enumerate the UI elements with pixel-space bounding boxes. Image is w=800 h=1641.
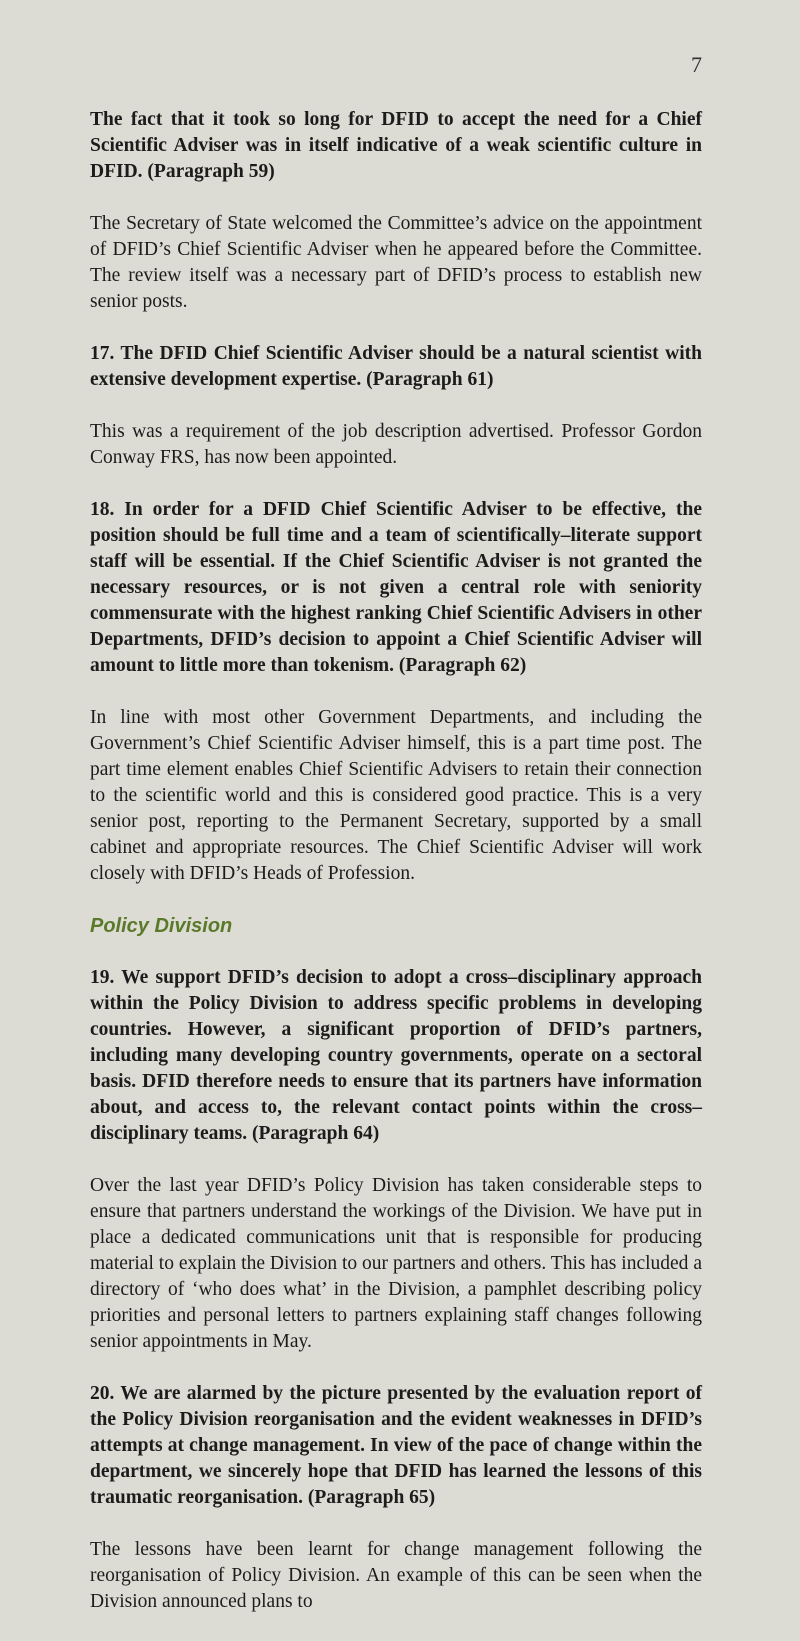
recommendation-paragraph: The fact that it took so long for DFID to accept the need for a Chief Scientific Adviser was in itself indicative of a weak scientific culture in DFID. (Paragraph 59) <box>90 109 702 182</box>
page-number: 7 <box>691 52 702 77</box>
response-paragraph: In line with most other Government Departments, and including the Government’s Chief Scientific Adviser himself, this is a part time post. The part time element enables Chief Scientific Advisers to retain their connection to the scientific world and this is considered good practice. This is a very senior post, reporting to the Permanent Secretary, supported by a small cabinet and appropriate resources. The Chief Scientific Adviser will work closely with DFID’s Heads of Profession. <box>90 707 702 884</box>
section-heading-policy-division: Policy Division <box>90 915 233 937</box>
response-paragraph: The Secretary of State welcomed the Committee’s advice on the appointment of DFID’s Chief Scientific Adviser when he appeared before the Committee. The review itself was a necessary part of DFID’s process to establish new senior posts. <box>90 213 702 312</box>
recommendation-17: 17. The DFID Chief Scientific Adviser should be a natural scientist with extensive development expertise. (Paragraph 61) <box>90 343 702 390</box>
recommendation-18: 18. In order for a DFID Chief Scientific Adviser to be effective, the position should be full time and a team of scientifically–literate support staff will be essential. If the Chief Scientific Adviser is not granted the necessary resources, or is not given a central role with seniority commensurate with the highest ranking Chief Scientific Advisers in other Departments, DFID’s decision to appoint a Chief Scientific Adviser will amount to little more than tokenism. (Paragraph 62) <box>90 499 702 676</box>
document-body <box>90 107 702 1641</box>
response-paragraph: This was a requirement of the job description advertised. Professor Gordon Conway FRS, has now been appointed. <box>90 421 702 468</box>
response-paragraph: The lessons have been learnt for change management following the reorganisation of Policy Division. An example of this can be seen when the Division announced plans to <box>90 1539 702 1612</box>
response-paragraph: Over the last year DFID’s Policy Division has taken considerable steps to ensure that partners understand the workings of the Division. We have put in place a dedicated communications unit that is responsible for producing material to explain the Division to our partners and others. This has included a directory of ‘who does what’ in the Division, a pamphlet describing policy priorities and personal letters to partners explaining staff changes following senior appointments in May. <box>90 1175 702 1352</box>
recommendation-20: 20. We are alarmed by the picture presented by the evaluation report of the Policy Division reorganisation and the evident weaknesses in DFID’s attempts at change management. In view of the pace of change within the department, we sincerely hope that DFID has learned the lessons of this traumatic reorganisation. (Paragraph 65) <box>90 1383 702 1508</box>
recommendation-19: 19. We support DFID’s decision to adopt a cross–disciplinary approach within the Policy Division to address specific problems in developing countries. However, a significant proportion of DFID’s partners, including many developing country governments, operate on a sectoral basis. DFID therefore needs to ensure that its partners have information about, and access to, the relevant contact points within the cross–disciplinary teams. (Paragraph 64) <box>90 967 702 1144</box>
